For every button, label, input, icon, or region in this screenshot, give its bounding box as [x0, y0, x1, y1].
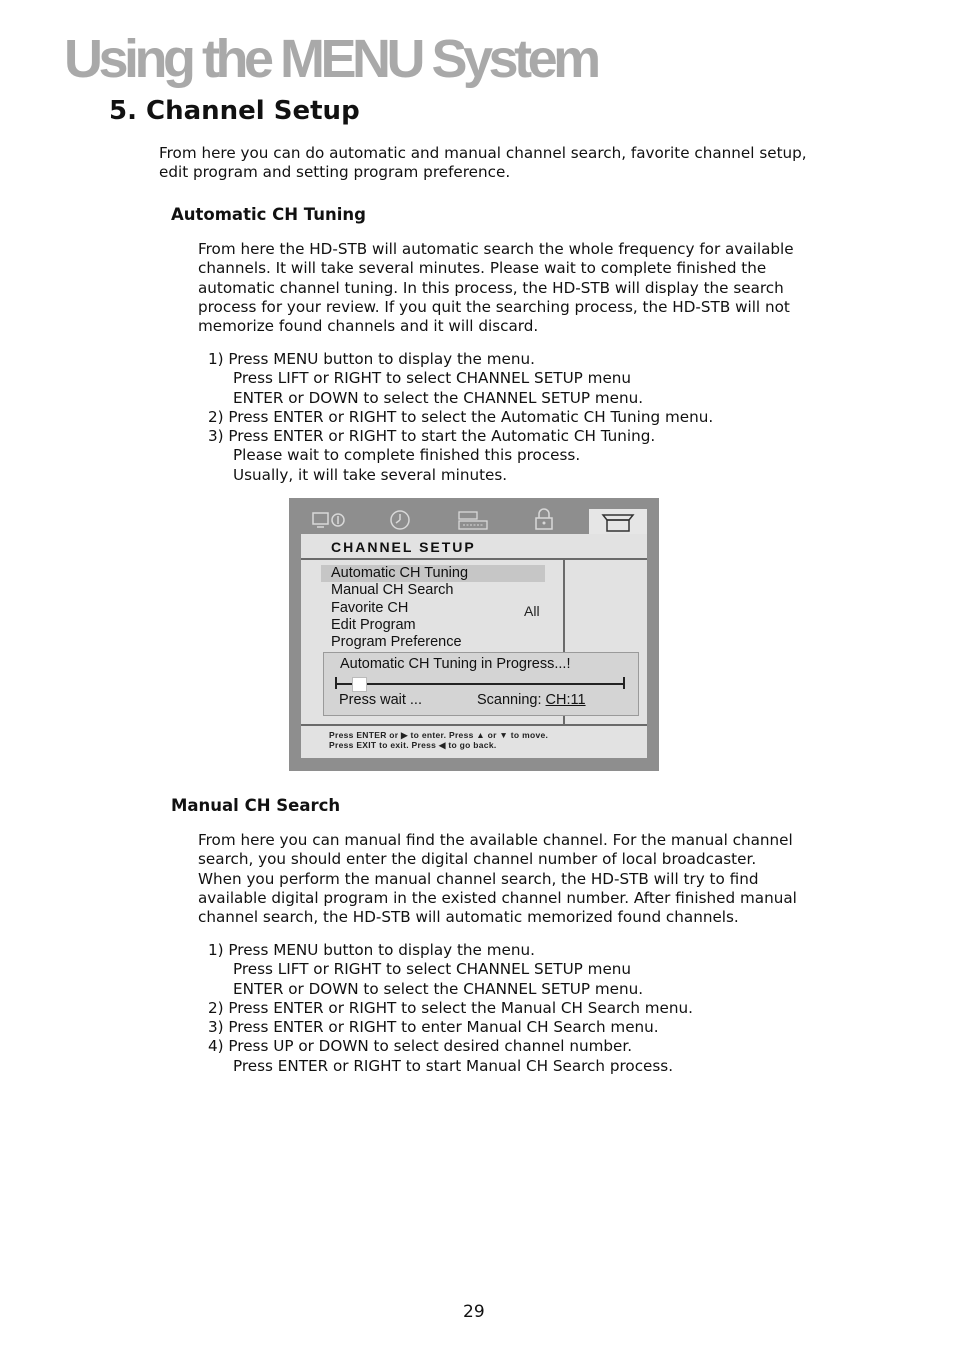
section-title: 5. Channel Setup — [109, 96, 360, 126]
step-line: 4) Press UP or DOWN to select desired channel number. — [208, 1037, 633, 1056]
osd-item-label: Automatic CH Tuning — [331, 565, 469, 581]
step-line: Please wait to complete finished this process. — [233, 446, 581, 465]
progress-bar-cap — [623, 677, 625, 689]
osd-menu-panel — [301, 534, 647, 758]
step-line: 3) Press ENTER or RIGHT to start the Automatic CH Tuning. — [208, 427, 656, 446]
auto-steps — [208, 350, 713, 485]
osd-item-label: Manual CH Search — [331, 582, 454, 599]
step-line: Usually, it will take several minutes. — [233, 465, 508, 484]
osd-item-label: Edit Program — [331, 616, 416, 633]
progress-dialog-title: Automatic CH Tuning in Progress...! — [340, 656, 571, 672]
auto-body-line: automatic channel tuning. In this process, the HD-STB will display the search — [198, 278, 784, 297]
keyboard-icon — [455, 508, 491, 532]
manual-body-line: channel search, the HD-STB will automatic memorized found channels. — [198, 908, 739, 927]
step-line: ENTER or DOWN to select the CHANNEL SETUP menu. — [233, 388, 644, 407]
subsection-title-auto: Automatic CH Tuning — [171, 205, 366, 224]
page-number: 29 — [463, 1302, 485, 1322]
osd-help-line: Press ENTER or ▶ to enter. Press ▲ or ▼ to move. — [329, 730, 549, 740]
manual-body-line: available digital program in the existed channel number. After finished manual — [198, 888, 797, 907]
step-line: 2) Press ENTER or RIGHT to select the Automatic CH Tuning menu. — [208, 407, 714, 426]
step-line: Press LIFT or RIGHT to select CHANNEL SETUP menu — [233, 960, 632, 979]
channel-setup-osd-screenshot — [289, 498, 659, 771]
tv-audio-icon — [311, 508, 347, 532]
section-intro — [159, 144, 879, 182]
step-line: Press ENTER or RIGHT to start Manual CH Search process. — [233, 1056, 674, 1075]
lock-icon — [529, 508, 559, 532]
tuning-progress-dialog — [323, 652, 639, 716]
progress-bar-indicator — [352, 677, 367, 692]
osd-item-automatic-ch-tuning[interactable] — [321, 565, 545, 582]
step-line: 3) Press ENTER or RIGHT to enter Manual CH Search menu. — [208, 1018, 659, 1037]
intro-line: edit program and setting program preference. — [159, 163, 511, 181]
osd-item-favorite-ch[interactable] — [321, 600, 551, 617]
osd-heading: CHANNEL SETUP — [331, 539, 476, 555]
osd-divider — [301, 558, 647, 560]
auto-body-line: memorize found channels and it will discard. — [198, 317, 539, 336]
osd-item-label: Favorite CH — [331, 599, 409, 616]
favorite-ch-value: All — [524, 602, 540, 619]
auto-body-line: channels. It will take several minutes. Please wait to complete finished the — [198, 259, 767, 278]
step-line: 1) Press MENU button to display the menu. — [208, 350, 535, 368]
auto-body-line: From here the HD-STB will automatic search the whole frequency for available — [198, 240, 794, 258]
scanning-status — [477, 692, 586, 708]
step-line: ENTER or DOWN to select the CHANNEL SETUP menu. — [233, 979, 644, 998]
auto-body-line: process for your review. If you quit the searching process, the HD-STB will not — [198, 297, 790, 316]
channel-setup-icon — [589, 509, 647, 536]
manual-body-line: From here you can manual find the available channel. For the manual channel — [198, 831, 793, 849]
step-line: 1) Press MENU button to display the menu. — [208, 941, 535, 959]
osd-item-edit-program[interactable] — [321, 617, 551, 634]
intro-line: From here you can do automatic and manual channel search, favorite channel setup, — [159, 144, 807, 162]
osd-item-label: Program Preference — [331, 634, 462, 651]
step-line: 2) Press ENTER or RIGHT to select the Manual CH Search menu. — [208, 998, 693, 1017]
progress-bar-cap — [335, 677, 337, 689]
page-header-title: Using the MENU System — [64, 29, 597, 89]
manual-body-line: When you perform the manual channel search, the HD-STB will try to find — [198, 869, 759, 888]
progress-bar-track — [335, 683, 625, 685]
manual-body-line: search, you should enter the digital channel number of local broadcaster. — [198, 850, 757, 869]
manual-description — [198, 831, 797, 927]
clock-icon — [385, 508, 415, 532]
auto-description — [198, 240, 794, 336]
scanning-channel: CH:11 — [545, 692, 586, 708]
manual-steps — [208, 941, 693, 1076]
osd-divider — [301, 724, 647, 726]
osd-menu-list — [321, 565, 551, 651]
osd-help-text — [329, 731, 548, 750]
scanning-label: Scanning: — [477, 692, 546, 708]
press-wait-text: Press wait ... — [339, 692, 422, 708]
step-line: Press LIFT or RIGHT to select CHANNEL SETUP menu — [233, 369, 632, 388]
osd-tab-bar — [301, 506, 647, 534]
osd-help-line: Press EXIT to exit. Press ◀ to go back. — [329, 739, 497, 750]
subsection-title-manual: Manual CH Search — [171, 796, 341, 815]
osd-item-manual-ch-search[interactable] — [321, 582, 551, 599]
osd-item-program-preference[interactable] — [321, 634, 551, 651]
